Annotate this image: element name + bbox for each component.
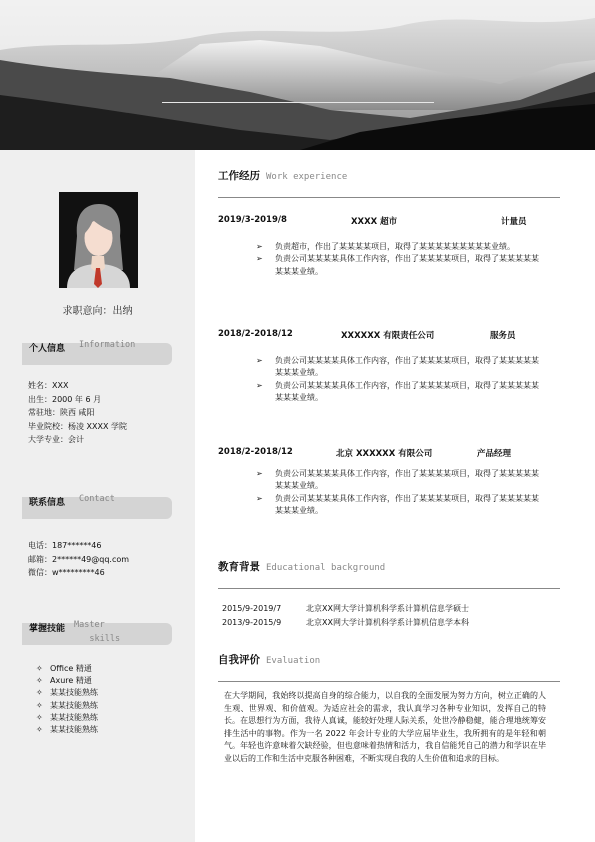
work-section-title: 工作经历 Work experience [218,170,348,182]
skills-list [36,663,98,736]
personal-info-name: 姓名：XXX [28,381,69,390]
skill-item: ✧ 某某技能熟练 [36,700,98,712]
work-section-divider [218,197,560,198]
contact-title-en: Contact [79,494,115,504]
education-section-divider [218,588,560,589]
personal-info-major: 大学专业：会计 [28,435,84,444]
job-date: 2018/2-2018/12 [218,447,293,457]
education-date: 2013/9-2015/9 [222,617,282,627]
skills-heading [22,620,172,645]
job-duties [256,241,546,278]
skills-title-en-1: Master [74,620,105,630]
evaluation-section-title: 自我评价 Evaluation [218,654,321,666]
arrow-bullet-icon: ➢ [256,493,263,503]
job-company: 北京 XXXXXX 有限公司 [336,449,433,459]
personal-info-title-en: Information [79,340,136,350]
list-item: ➢ 负责公司某某某某具体工作内容，作出了某某某某项目，取得了某某某某某某某某业绩。 [256,493,539,515]
arrow-bullet-icon: ➢ [256,242,263,251]
evaluation-section-divider [218,681,560,682]
list-item: ➢ 负责公司某某某某具体工作内容，作出了某某某某项目，取得了某某某某某某某某业绩。 [256,356,539,378]
person-avatar-icon [59,192,138,288]
personal-info-residence: 常驻地：陕西 咸阳 [28,408,95,417]
education-detail: 北京XX网大学计算机科学系计算机信息学硕士 [306,604,469,613]
sparkle-bullet-icon: ✧ [36,676,43,686]
mountain-landscape [0,0,595,150]
self-evaluation-text: 在大学期间，我始终以提高自身的综合能力，以自我的全面发展为努力方向，树立正确的人生观、世界观、和价值观。为适应社会的需求，我认真学习各种专业知识，发挥自己的特长。在思想行为方面，我待人真诚，能较好处理人际关系，处世冷静稳健，能合理地统筹安排生活中的事物。作为一名 2022 年会计专业的大学应届毕业生，我所拥有的是年轻和朝气。年轻也许意味着欠缺经验，但也意味着热情和活力，我自信能凭自己的潜力和学识在毕业以后的工作和生活中克服各种困难，不断实现自我的人生价值和追求的目标。 [224,691,546,763]
contact-wechat: 微信：w*********46 [28,568,105,577]
arrow-bullet-icon: ➢ [256,254,263,264]
avatar [59,192,138,288]
list-item: ➢ 负责公司某某某某具体工作内容，作出了某某某某项目，取得了某某某某某某某某业绩。 [256,380,539,402]
sparkle-bullet-icon: ✧ [36,725,43,735]
education-date: 2015/9-2019/7 [222,604,282,613]
sparkle-bullet-icon: ✧ [36,700,43,710]
education-list [222,602,469,629]
education-section-title: 教育背景 Educational background [218,561,386,573]
contact-list [28,539,129,580]
personal-info-heading [22,340,172,365]
job-role: 产品经理 [477,449,512,459]
list-item: ➢ 负责公司某某某某具体工作内容，作出了某某某某项目，取得了某某某某某某某某业绩。 [256,469,539,491]
personal-info-title: 个人信息 [29,344,66,354]
header-banner-image [0,0,595,150]
education-detail: 北京XX网大学计算机科学系计算机信息学本科 [306,617,469,627]
contact-phone: 电话：187******46 [28,541,102,550]
contact-heading [22,494,172,519]
personal-info-birth: 出生：2000 年 6 月 [28,394,102,404]
personal-info-school: 毕业院校：杨凌 XXXX 学院 [28,421,128,431]
job-intention: 求职意向：出纳 [62,306,133,317]
job-duties [256,355,546,404]
arrow-bullet-icon: ➢ [256,380,263,390]
job-duties [256,468,546,517]
skill-item: ✧ 某某技能熟练 [36,724,98,736]
banner-divider [162,102,434,103]
job-role: 计量员 [501,217,527,227]
skills-title-en-2 [74,634,120,644]
arrow-bullet-icon: ➢ [256,469,263,478]
education-row [222,616,469,630]
job-date: 2018/2-2018/12 [218,329,293,339]
personal-info-list [28,379,127,447]
job-date: 2019/3-2019/8 [218,215,287,225]
contact-email: 邮箱：2******49@qq.com [28,554,130,564]
list-item: ➢ 负责超市，作出了某某某某项目，取得了某某某某某某某某某业绩。 [256,241,546,253]
sparkle-bullet-icon: ✧ [36,712,43,722]
arrow-bullet-icon: ➢ [256,356,263,365]
sparkle-bullet-icon: ✧ [36,664,43,673]
skills-title: 掌握技能 [29,624,66,634]
job-company: XXXXXX 有限责任公司 [341,331,435,341]
skills-title-en-2-text: skills [89,634,121,644]
skill-item: ✧ Axure 精通 [36,675,98,687]
list-item: ➢ 负责公司某某某某具体工作内容，作出了某某某某项目，取得了某某某某某某某某业绩。 [256,254,539,276]
contact-title: 联系信息 [29,498,66,508]
education-row [222,602,469,616]
job-role: 服务员 [490,331,516,341]
skill-item: ✧ 某某技能熟练 [36,712,98,724]
skill-item: ✧ Office 精通 [36,663,98,675]
sparkle-bullet-icon: ✧ [36,688,43,698]
skill-item: ✧ 某某技能熟练 [36,687,98,699]
job-company: XXXX 超市 [351,217,398,227]
